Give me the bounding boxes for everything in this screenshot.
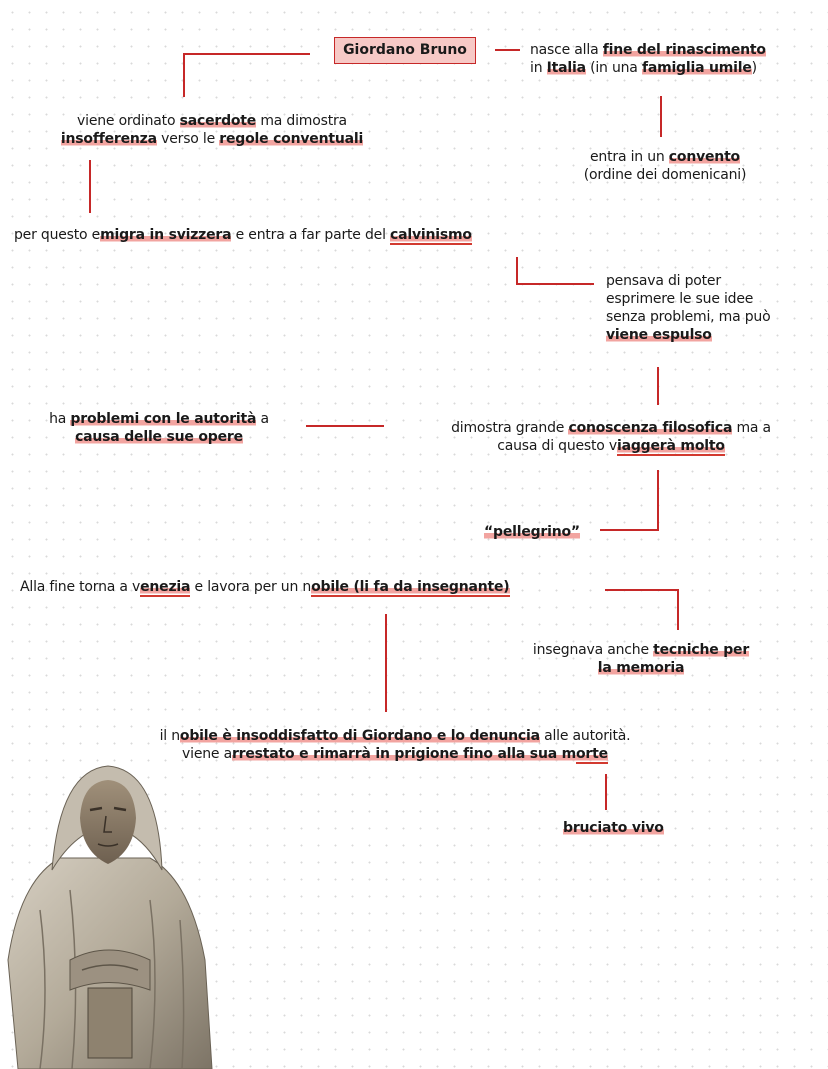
switzerland-note: per questo emigra in svizzera e entra a far parte del calvinismo xyxy=(14,227,472,243)
birth-note: nasce alla fine del rinascimento in Italia (in una famiglia umile) xyxy=(530,42,766,76)
venice-note: Alla fine torna a venezia e lavora per un nobile (li fa da insegnante) xyxy=(20,579,510,595)
authority-problems-note: ha problemi con le autorità a causa delle sue opere xyxy=(49,411,269,445)
burned-note: bruciato vivo xyxy=(563,820,664,836)
pilgrim-note: “pellegrino” xyxy=(484,524,580,540)
arrest-note: il nobile è insoddisfatto di Giordano e lo denuncia alle autorità. viene arrestato e rimarrà in prigione fino alla sua morte xyxy=(159,728,631,762)
philosophy-note: dimostra grande conoscenza filosofica ma a causa di questo viaggerà molto xyxy=(451,420,771,454)
convent-note: entra in un convento (ordine dei domenicani) xyxy=(583,149,747,183)
priest-note: viene ordinato sacerdote ma dimostra insofferenza verso le regole conventuali xyxy=(60,113,364,147)
expelled-note: pensava di poter esprimere le sue idee senza problemi, ma può viene espulso xyxy=(606,273,771,343)
title-box: Giordano Bruno xyxy=(334,37,476,64)
giordano-bruno-statue-illustration xyxy=(0,760,215,1069)
memory-note: insegnava anche tecniche per la memoria xyxy=(532,642,750,676)
